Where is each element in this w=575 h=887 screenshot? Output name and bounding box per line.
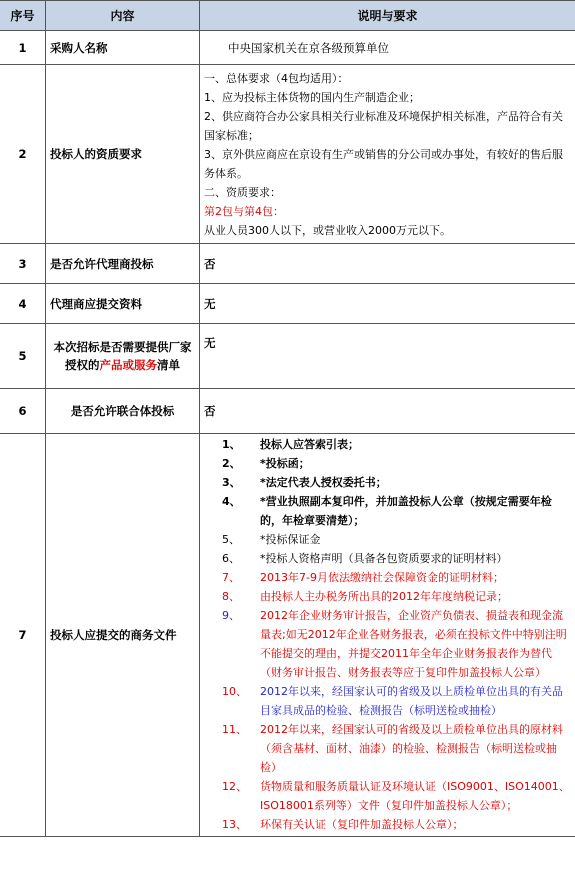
row-item-text: 本次招标是否需要提供厂家授权的: [53, 340, 192, 372]
document-list: [222, 435, 571, 834]
row-number: 5: [0, 324, 46, 389]
list-item: 8、 由投标人主办税务所出具的2012年年度纳税记录；: [222, 590, 508, 603]
list-item: 1、 投标人应答索引表；: [222, 438, 359, 451]
req-line: 第2包与第4包：: [204, 204, 284, 218]
list-item: 11、 2012年以来，经国家认可的省级及以上质检单位出具的原材料（须含基材、面材、油漆）的检验、检测报告（标明送检或抽检）: [222, 723, 563, 774]
list-item: 10、 2012年以来，经国家认可的省级及以上质检单位出具的有关品目家具成品的检验、检测报告（标明送检或抽检）: [222, 685, 563, 717]
table-row: [0, 434, 575, 837]
req-line: 从业人员300人以下，或营业收入2000万元以下。: [204, 223, 451, 237]
list-item: 3、 *法定代表人授权委托书；: [222, 476, 387, 489]
row-number: 7: [0, 434, 46, 837]
row-number: 1: [0, 31, 46, 65]
row-item: 是否允许联合体投标: [46, 389, 200, 434]
qualification-requirements: [200, 65, 575, 244]
list-item: 2、 *投标函；: [222, 457, 310, 470]
table-row: [0, 31, 575, 65]
req-line: 2、供应商符合办公家具相关行业标准及环境保护相关标准，产品符合有关国家标准；: [204, 109, 563, 142]
row-item-highlight: 产品或服务: [99, 358, 157, 372]
row-number: 4: [0, 284, 46, 324]
header-content: 内容: [46, 1, 200, 31]
table-row: [0, 244, 575, 284]
row-number: 2: [0, 65, 46, 244]
row-item: 投标人的资质要求: [46, 65, 200, 244]
list-item: 7、 2013年7-9月依法缴纳社会保障资金的证明材料；: [222, 571, 504, 584]
list-item: 13、 环保有关认证（复印件加盖投标人公章）；: [222, 818, 464, 831]
row-item-text: 清单: [157, 358, 180, 372]
table-row: [0, 324, 575, 389]
list-item: 12、 货物质量和服务质量认证及环境认证（ISO9001、ISO14001、ISO18001系列等）文件（复印件加盖投标人公章）；: [222, 780, 570, 812]
row-description: 无: [200, 284, 575, 324]
list-item: 5、 *投标保证金: [222, 533, 321, 546]
table-row: [0, 65, 575, 244]
list-item: 9、 2012年企业财务审计报告，企业资产负债表、损益表和现金流量表;如无2012年企业各财务报表，必须在投标文件中特别注明不能提交的理由，并提交2011年全年企业财务报表作为替代（财务审计报告、财务报表等应于复印件加盖投标人公章）: [222, 609, 567, 679]
req-line: 二、资质要求：: [204, 185, 281, 199]
req-line: 1、应为投标主体货物的国内生产制造企业；: [204, 90, 420, 104]
row-item: 投标人应提交的商务文件: [46, 434, 200, 837]
row-description: 否: [200, 244, 575, 284]
row-description: 中央国家机关在京各级预算单位: [200, 31, 575, 65]
row-item: 代理商应提交资料: [46, 284, 200, 324]
row-number: 6: [0, 389, 46, 434]
row-number: 3: [0, 244, 46, 284]
row-item: [46, 324, 200, 389]
row-item: 是否允许代理商投标: [46, 244, 200, 284]
header-seq: 序号: [0, 1, 46, 31]
list-item: 4、 *营业执照副本复印件，并加盖投标人公章（按规定需要年检的，年检章要清楚）；: [222, 495, 552, 527]
table-row: [0, 284, 575, 324]
row-description: 无: [200, 324, 575, 389]
table-row: [0, 389, 575, 434]
list-item: 6、 *投标人资格声明（具备各包资质要求的证明材料）: [222, 552, 508, 565]
business-documents: [200, 434, 575, 837]
row-description: 否: [200, 389, 575, 434]
table-header-row: [0, 1, 575, 31]
req-line: 3、京外供应商应在京设有生产或销售的分公司或办事处，有较好的售后服务体系。: [204, 147, 563, 180]
req-line: 一、总体要求（4包均适用）：: [204, 71, 349, 85]
row-item: 采购人名称: [46, 31, 200, 65]
header-description: 说明与要求: [200, 1, 575, 31]
